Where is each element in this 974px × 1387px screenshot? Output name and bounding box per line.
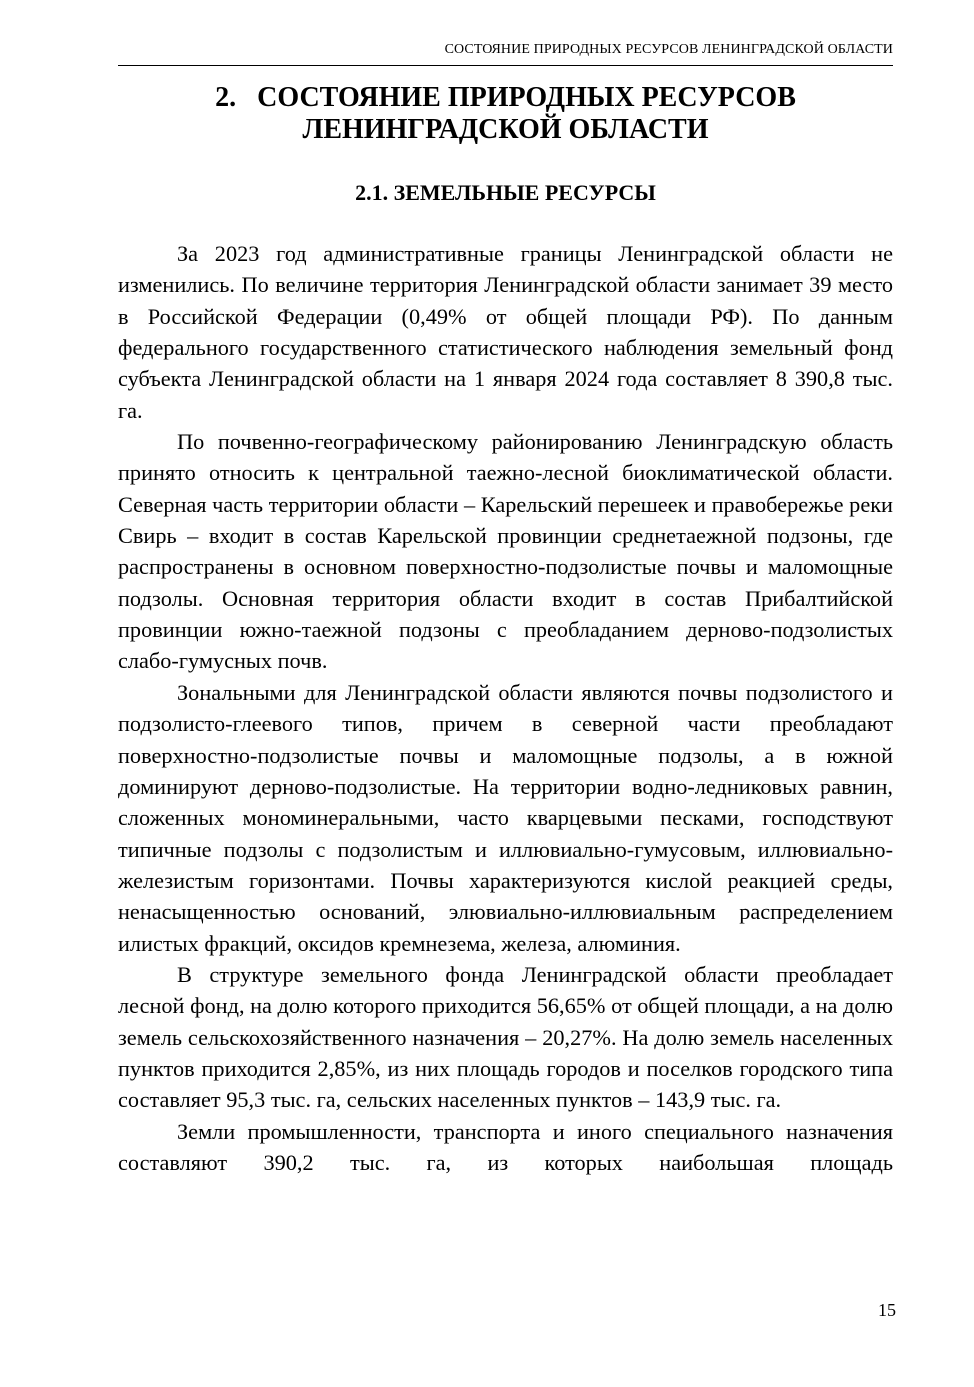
- paragraph-industrial-lands: Земли промышленности, транспорта и иного специального назначения составляют 390,2 тыс. га, из которых наибольшая площадь: [118, 1118, 893, 1175]
- paragraph-land-structure: В структуре земельного фонда Ленинградской области преобладает лесной фонд, на долю которого приходится 56,65% от общей площади, а на долю земель сельскохозяйственного назначения – 20,27%. На долю земель населенных пунктов приходится 2,85%, из них площадь городов и поселков городского типа составляет 95,3 тыс. га, сельских населенных пунктов – 143,9 тыс. га.: [118, 961, 893, 1113]
- running-header: СОСТОЯНИЕ ПРИРОДНЫХ РЕСУРСОВ ЛЕНИНГРАДСКОЙ ОБЛАСТИ: [118, 42, 893, 66]
- chapter-title: [118, 82, 893, 146]
- section-title: 2.1. ЗЕМЕЛЬНЫЕ РЕСУРСЫ: [355, 180, 656, 205]
- paragraph-soil-zoning: По почвенно-географическому районированию Ленинградскую область принято относить к центральной таежно-лесной биоклиматической области. Северная часть территории области – Карельский перешеек и правобережье реки Свирь – входит в состав Карельской провинции среднетаежной подзоны, где распространены в основном поверхностно-подзолистые почвы и маломощные подзолы. Основная территория области входит в состав Прибалтийской провинции южно-таежной подзоны с преобладанием дерново-подзолистых слабо-гумусных почв.: [118, 429, 893, 674]
- chapter-title-line-2: ЛЕНИНГРАДСКОЙ ОБЛАСТИ: [302, 114, 709, 145]
- paragraph-land-fund: За 2023 год административные границы Ленинградской области не изменились. По величине территория Ленинградской области занимает 39 место в Российской Федерации (0,49% от общей площади РФ). По данным федерального государственного статистического наблюдения земельный фонд субъекта Ленинградской области на 1 января 2024 года составляет 8 390,8 тыс. га.: [118, 241, 893, 423]
- chapter-title-line-1: 2. СОСТОЯНИЕ ПРИРОДНЫХ РЕСУРСОВ: [215, 82, 796, 113]
- body-text: [118, 238, 893, 1178]
- paragraph-zonal-soils: Зональными для Ленинградской области являются почвы подзолистого и подзолисто-глеевого типов, причем в северной части преобладают поверхностно-подзолистые почвы и маломощные подзолы, а в южной доминируют дерново-подзолистые. На территории водно-ледниковых равнин, сложенных мономинеральными, часто кварцевыми песками, господствуют типичные подзолы с подзолистым и иллювиально-гумусовым, иллювиально-железистым горизонтами. Почвы характеризуются кислой реакцией среды, ненасыщенностью оснований, элювиально-иллювиальным распределением илистых фракций, оксидов кремнезема, железа, алюминия.: [118, 679, 893, 956]
- page-number: 15: [878, 1300, 896, 1320]
